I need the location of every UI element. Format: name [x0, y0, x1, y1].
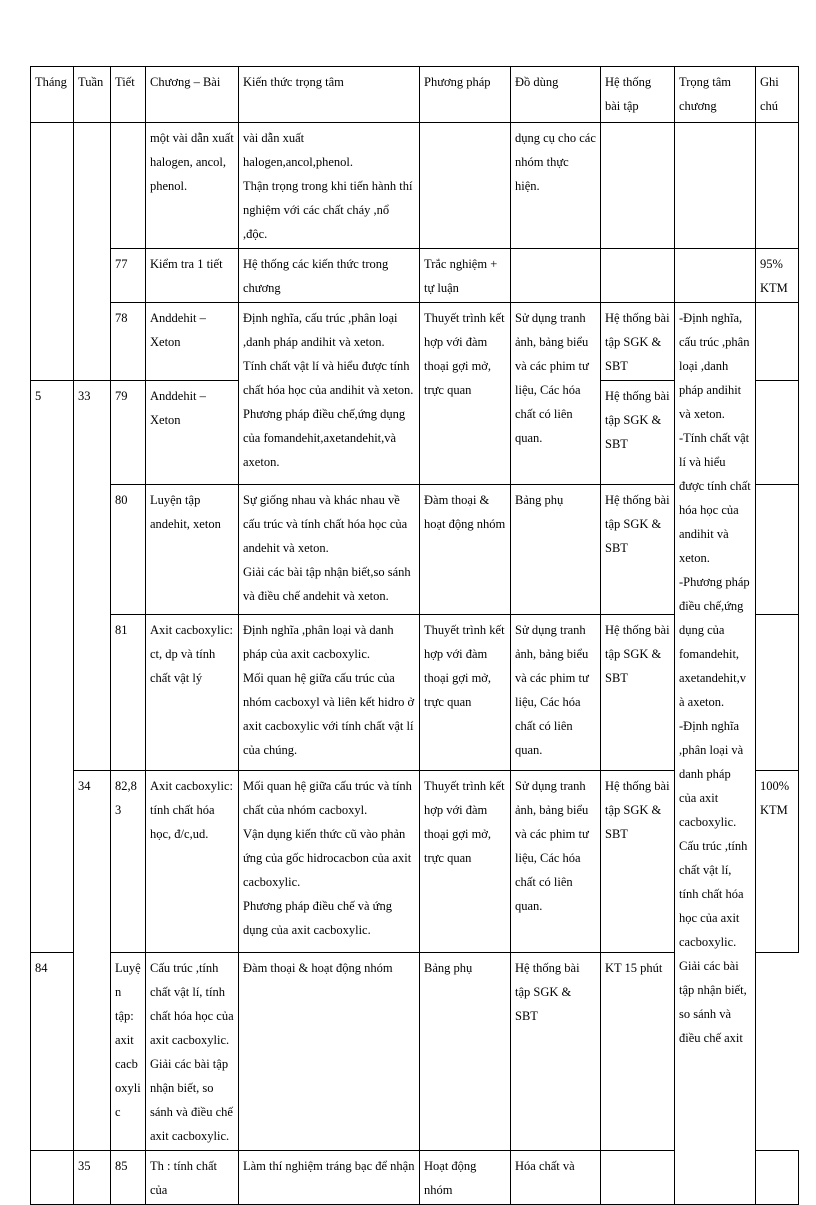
cell-bai: Th : tính chất của [146, 1151, 239, 1205]
cell-ghi-chu: 100% KTM [756, 771, 799, 953]
cell-tuan: 35 [74, 1151, 111, 1205]
cell-tuan: 33 [74, 381, 111, 771]
header-do-dung: Đồ dùng [511, 67, 601, 123]
cell-do-dung: Sử dụng tranh ảnh, bảng biểu và các phim tư liệu, Các hóa chất có liên quan. [511, 615, 601, 771]
cell-ghi-chu: 95% KTM [756, 249, 799, 303]
lesson-plan-page [30, 66, 799, 1205]
cell-bai: Anddehit – Xeton [146, 303, 239, 381]
cell-bai: Axit cacboxylic: ct, dp và tính chất vật lý [146, 615, 239, 771]
cell-phuong-phap: Thuyết trình kết hợp với đàm thoại gợi mở, trực quan [420, 615, 511, 771]
cell-ghi-chu: KT 15 phút [601, 953, 675, 1151]
header-trong-tam-chuong: Trọng tâm chương [675, 67, 756, 123]
cell-tiet: 85 [111, 1151, 146, 1205]
cell-ghi-chu [756, 1151, 799, 1205]
cell-tuan [74, 123, 111, 381]
table-row [31, 123, 799, 249]
cell-ghi-chu [756, 615, 799, 771]
lesson-plan-table [30, 66, 799, 1205]
header-row [31, 67, 799, 123]
cell-bai: Luyện tập: axit cacboxylic [111, 953, 146, 1151]
cell-trong-tam [675, 123, 756, 249]
cell-ghi-chu [756, 381, 799, 485]
cell-bai: Kiểm tra 1 tiết [146, 249, 239, 303]
table-row [31, 303, 799, 381]
cell-do-dung: dụng cụ cho các nhóm thực hiện. [511, 123, 601, 249]
cell-phuong-phap: Hoạt động nhóm [420, 1151, 511, 1205]
cell-tiet: 78 [111, 303, 146, 381]
header-tiet: Tiết [111, 67, 146, 123]
cell-tiet: 82,83 [111, 771, 146, 953]
cell-phuong-phap: Trắc nghiệm + tự luận [420, 249, 511, 303]
cell-do-dung: Hóa chất và [511, 1151, 601, 1205]
cell-trong-tam [675, 249, 756, 303]
header-thang: Tháng [31, 67, 74, 123]
cell-tiet: 80 [111, 485, 146, 615]
cell-bai-tap: Hệ thống bài tập SGK & SBT [601, 615, 675, 771]
cell-bai-tap [601, 1151, 675, 1205]
cell-do-dung: Bảng phụ [511, 485, 601, 615]
cell-kien-thuc-andehit: Định nghĩa, cấu trúc ,phân loại ,danh pháp andihit và xeton. Tính chất vật lí và hiểu được tính chất hóa học của andihit và xeton. Phương pháp điều chế,ứng dụng của fomandehit,axetandehit,và axeton. [239, 303, 420, 485]
cell-thang: 5 [31, 381, 74, 953]
cell-tiet [111, 123, 146, 249]
cell-bai-tap: Hệ thống bài tập SGK & SBT [601, 485, 675, 615]
cell-bai-tap [601, 249, 675, 303]
cell-do-dung: Bảng phụ [420, 953, 511, 1151]
cell-trong-tam-chuong: -Định nghĩa, cấu trúc ,phân loại ,danh pháp andihit và xeton. -Tính chất vật lí và hiểu được tính chất hóa học của andihit và xeton. -Phương pháp điều chế,ứng dụng của fomandehit, axetandehit,và axeton. -Định nghĩa ,phân loại và danh pháp của axit cacboxylic. Cấu trúc ,tính chất vật lí, tính chất hóa học của axit cacboxylic. Giải các bài tập nhận biết, so sánh và điều chế axit [675, 303, 756, 1205]
cell-kien-thuc: Sự giống nhau và khác nhau về cấu trúc và tính chất hóa học của andehit và xeton. Giải các bài tập nhận biết,so sánh và điều chế andehit và xeton. [239, 485, 420, 615]
table-row [31, 249, 799, 303]
cell-phuong-phap: Đàm thoại & hoạt động nhóm [239, 953, 420, 1151]
cell-ghi-chu [756, 123, 799, 249]
cell-tiet: 77 [111, 249, 146, 303]
cell-tiet: 84 [31, 953, 74, 1151]
cell-phuong-phap [420, 123, 511, 249]
header-tuan: Tuần [74, 67, 111, 123]
cell-kien-thuc: Định nghĩa ,phân loại và danh pháp của axit cacboxylic. Mối quan hệ giữa cấu trúc của nhóm cacboxyl và liên kết hidro ở axit cacboxylic với tính chất vật lí của chúng. [239, 615, 420, 771]
cell-do-dung [511, 249, 601, 303]
cell-thang [31, 123, 74, 381]
cell-phuong-phap: Thuyết trình kết hợp với đàm thoại gợi mở, trực quan [420, 771, 511, 953]
header-phuong-phap: Phương pháp [420, 67, 511, 123]
header-chuong-bai: Chương – Bài [146, 67, 239, 123]
cell-bai-tap: Hệ thống bài tập SGK & SBT [511, 953, 601, 1151]
cell-bai: Axit cacboxylic: tính chất hóa học, đ/c,ud. [146, 771, 239, 953]
cell-bai-tap: Hệ thống bài tập SGK & SBT [601, 771, 675, 953]
cell-thang [31, 1151, 74, 1205]
cell-do-dung-andehit: Sử dụng tranh ảnh, bảng biểu và các phim tư liệu, Các hóa chất có liên quan. [511, 303, 601, 485]
cell-do-dung: Sử dụng tranh ảnh, bảng biểu và các phim tư liệu, Các hóa chất có liên quan. [511, 771, 601, 953]
cell-kien-thuc: Mối quan hệ giữa cấu trúc và tính chất của nhóm cacboxyl. Vận dụng kiến thức cũ vào phản ứng của gốc hidrocacbon của axit cacboxylic. Phương pháp điều chế và ứng dụng của axit cacboxylic. [239, 771, 420, 953]
cell-bai: một vài dẫn xuất halogen, ancol, phenol. [146, 123, 239, 249]
cell-bai-tap: Hệ thống bài tập SGK & SBT [601, 303, 675, 381]
cell-tiet: 79 [111, 381, 146, 485]
cell-ghi-chu [756, 485, 799, 615]
cell-kien-thuc: Làm thí nghiệm tráng bạc để nhận [239, 1151, 420, 1205]
cell-kien-thuc: Hệ thống các kiến thức trong chương [239, 249, 420, 303]
header-he-thong-bai-tap: Hệ thống bài tập [601, 67, 675, 123]
cell-phuong-phap-andehit: Thuyết trình kết hợp với đàm thoại gợi mở, trực quan [420, 303, 511, 485]
cell-bai-tap: Hệ thống bài tập SGK & SBT [601, 381, 675, 485]
cell-tuan: 34 [74, 771, 111, 1151]
cell-kien-thuc: Cấu trúc ,tính chất vật lí, tính chất hóa học của axit cacboxylic. Giải các bài tập nhận biết, so sánh và điều chế axit cacboxylic. [146, 953, 239, 1151]
cell-bai-tap [601, 123, 675, 249]
cell-ghi-chu [756, 303, 799, 381]
cell-phuong-phap: Đàm thoại & hoạt động nhóm [420, 485, 511, 615]
header-kien-thuc: Kiến thức trọng tâm [239, 67, 420, 123]
cell-kien-thuc: vài dẫn xuất halogen,ancol,phenol. Thận trọng trong khi tiến hành thí nghiệm với các chất cháy ,nổ ,độc. [239, 123, 420, 249]
cell-bai: Anddehit – Xeton [146, 381, 239, 485]
header-ghi-chu: Ghi chú [756, 67, 799, 123]
cell-bai: Luyện tập andehit, xeton [146, 485, 239, 615]
cell-tiet: 81 [111, 615, 146, 771]
